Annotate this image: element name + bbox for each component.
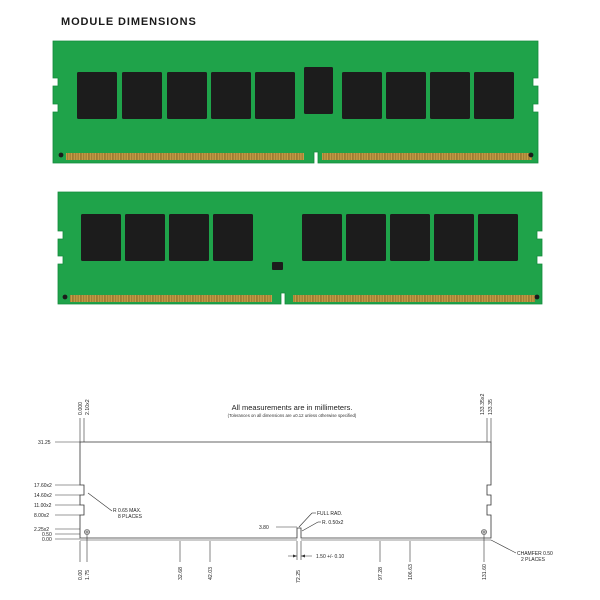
dram-chip xyxy=(169,214,209,261)
dram-chip xyxy=(434,214,474,261)
module-back xyxy=(58,192,542,304)
dram-chip xyxy=(213,214,253,261)
register-chip xyxy=(304,67,333,114)
dram-chip xyxy=(346,214,386,261)
dim-bottom-4: 72.25 xyxy=(296,570,302,583)
dim-bottom-2: 32.68 xyxy=(178,567,184,580)
dim-right-offset: 133.35x2 xyxy=(480,393,486,415)
contact-strip-right xyxy=(293,295,535,302)
tolerance-note: (Tolerances on all dimensions are ±0.12 unless otherwise specified) xyxy=(227,413,357,418)
dram-chip xyxy=(478,214,518,261)
dim-key-height: 3.80 xyxy=(259,525,269,531)
callout-radius-places: 8 PLACES xyxy=(118,514,142,520)
mounting-hole xyxy=(63,295,68,300)
dim-left-offset: 2.10x2 xyxy=(85,399,91,415)
contact-strip-left xyxy=(66,153,304,160)
callout-full-rad: FULL RAD. xyxy=(317,511,343,517)
units-note: All measurements are in millimeters. xyxy=(231,403,353,412)
contact-strip-left xyxy=(70,295,272,302)
dim-slot-top: 11.00x2 xyxy=(34,503,52,509)
dim-bottom-5: 97.28 xyxy=(378,567,384,580)
dim-left-origin: 0.000 xyxy=(78,402,84,415)
dram-chip xyxy=(77,72,117,119)
dim-hole: 2.25x2 xyxy=(34,527,50,533)
dim-bottom-0: 0.00 xyxy=(78,569,84,580)
mounting-hole xyxy=(535,295,540,300)
dram-chip xyxy=(430,72,470,119)
dram-chip xyxy=(122,72,162,119)
dim-notch-bottom: 14.60x2 xyxy=(34,493,52,499)
module-front xyxy=(53,41,538,163)
dim-bottom-1: 1.75 xyxy=(85,569,91,580)
spd-chip xyxy=(272,262,283,270)
dram-chip xyxy=(302,214,342,261)
dim-right-total: 133.35 xyxy=(488,399,494,415)
dram-chip xyxy=(211,72,251,119)
module-outline xyxy=(80,442,491,538)
dim-slot-bottom: 8.00x2 xyxy=(34,513,50,519)
callout-radius: R 0.65 MAX. xyxy=(113,508,142,514)
page-title: MODULE DIMENSIONS xyxy=(61,16,197,28)
dim-notch-top: 17.60x2 xyxy=(34,483,52,489)
dim-edge-a: 0.50 xyxy=(42,532,52,538)
dimension-drawing xyxy=(34,394,553,583)
dim-height: 31.25 xyxy=(38,440,51,446)
callout-chamfer: CHAMFER 0.50 xyxy=(517,551,553,557)
callout-r050: R. 0.50x2 xyxy=(322,520,344,526)
dram-chip xyxy=(255,72,295,119)
dram-chip xyxy=(125,214,165,261)
callout-chamfer-places: 2 PLACES xyxy=(521,557,545,563)
dram-chip xyxy=(167,72,207,119)
dram-chip xyxy=(474,72,514,119)
dim-edge-b: 0.00 xyxy=(42,537,52,543)
dim-key-width: 1.50 +/- 0.10 xyxy=(316,554,345,560)
dram-chip xyxy=(81,214,121,261)
dram-chip xyxy=(386,72,426,119)
dram-chip xyxy=(390,214,430,261)
dim-bottom-6: 106.63 xyxy=(408,564,414,580)
mounting-hole xyxy=(59,153,64,158)
dim-bottom-7: 131.60 xyxy=(482,564,488,580)
contact-strip-right xyxy=(322,153,532,160)
mounting-hole xyxy=(529,153,534,158)
dim-bottom-3: 42.03 xyxy=(208,567,214,580)
dram-chip xyxy=(342,72,382,119)
